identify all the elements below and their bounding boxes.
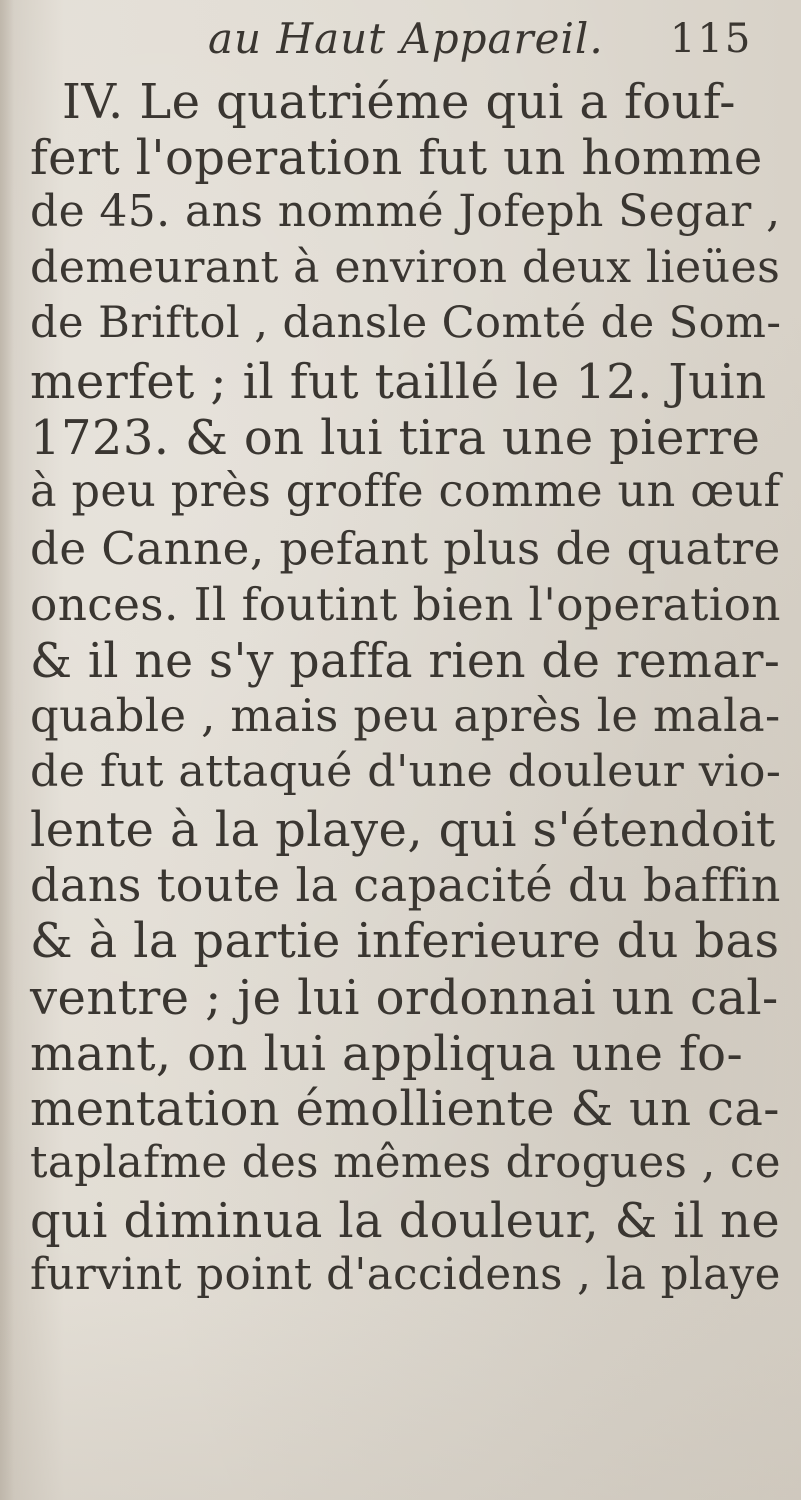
page-number: 115 (670, 16, 753, 62)
page-gutter-shadow (0, 0, 14, 1500)
page-header (0, 8, 801, 70)
text-line: & à la partie inferieure du bas (30, 914, 780, 969)
text-line: qui diminua la douleur, & il ne (30, 1194, 781, 1249)
blank-page-area (0, 1300, 801, 1500)
text-line: mentation émolliente & un ca- (30, 1082, 780, 1137)
text-line: dans toute la capacité du baffin (30, 858, 781, 912)
text-line: de Canne, pefant plus de quatre (30, 522, 781, 575)
text-line: demeurant à environ deux lieües (30, 242, 781, 293)
text-line: quable , mais peu après le mala- (30, 689, 781, 742)
running-title: au Haut Appareil. (208, 14, 604, 63)
text-line: de Briftol , dansle Comté de Som- (30, 298, 782, 348)
text-line: furvint point d'accidens , la playe (30, 1250, 781, 1300)
text-line: mant, on lui appliqua une fo- (30, 1026, 744, 1082)
text-line: à peu près groffe comme un œuf (30, 466, 781, 517)
text-line: ventre ; je lui ordonnai un cal- (30, 970, 779, 1026)
text-line: de fut attaqué d'une douleur vio- (30, 746, 782, 797)
text-line: 1723. & on lui tira une pierre (30, 410, 761, 466)
text-line: & il ne s'y paffa rien de remar- (30, 634, 781, 689)
text-line: taplafme des mêmes drogues , ce (30, 1138, 781, 1188)
text-line: fert l'operation fut un homme (30, 130, 763, 186)
text-line: merfet ; il fut taillé le 12. Juin (30, 354, 767, 410)
text-line: de 45. ans nommé Jofeph Segar , (30, 186, 781, 237)
text-line: IV. Le quatriéme qui a fouf- (62, 74, 736, 130)
text-line: lente à la playe, qui s'étendoit (30, 802, 776, 858)
text-line: onces. Il foutint bien l'operation (30, 578, 781, 631)
